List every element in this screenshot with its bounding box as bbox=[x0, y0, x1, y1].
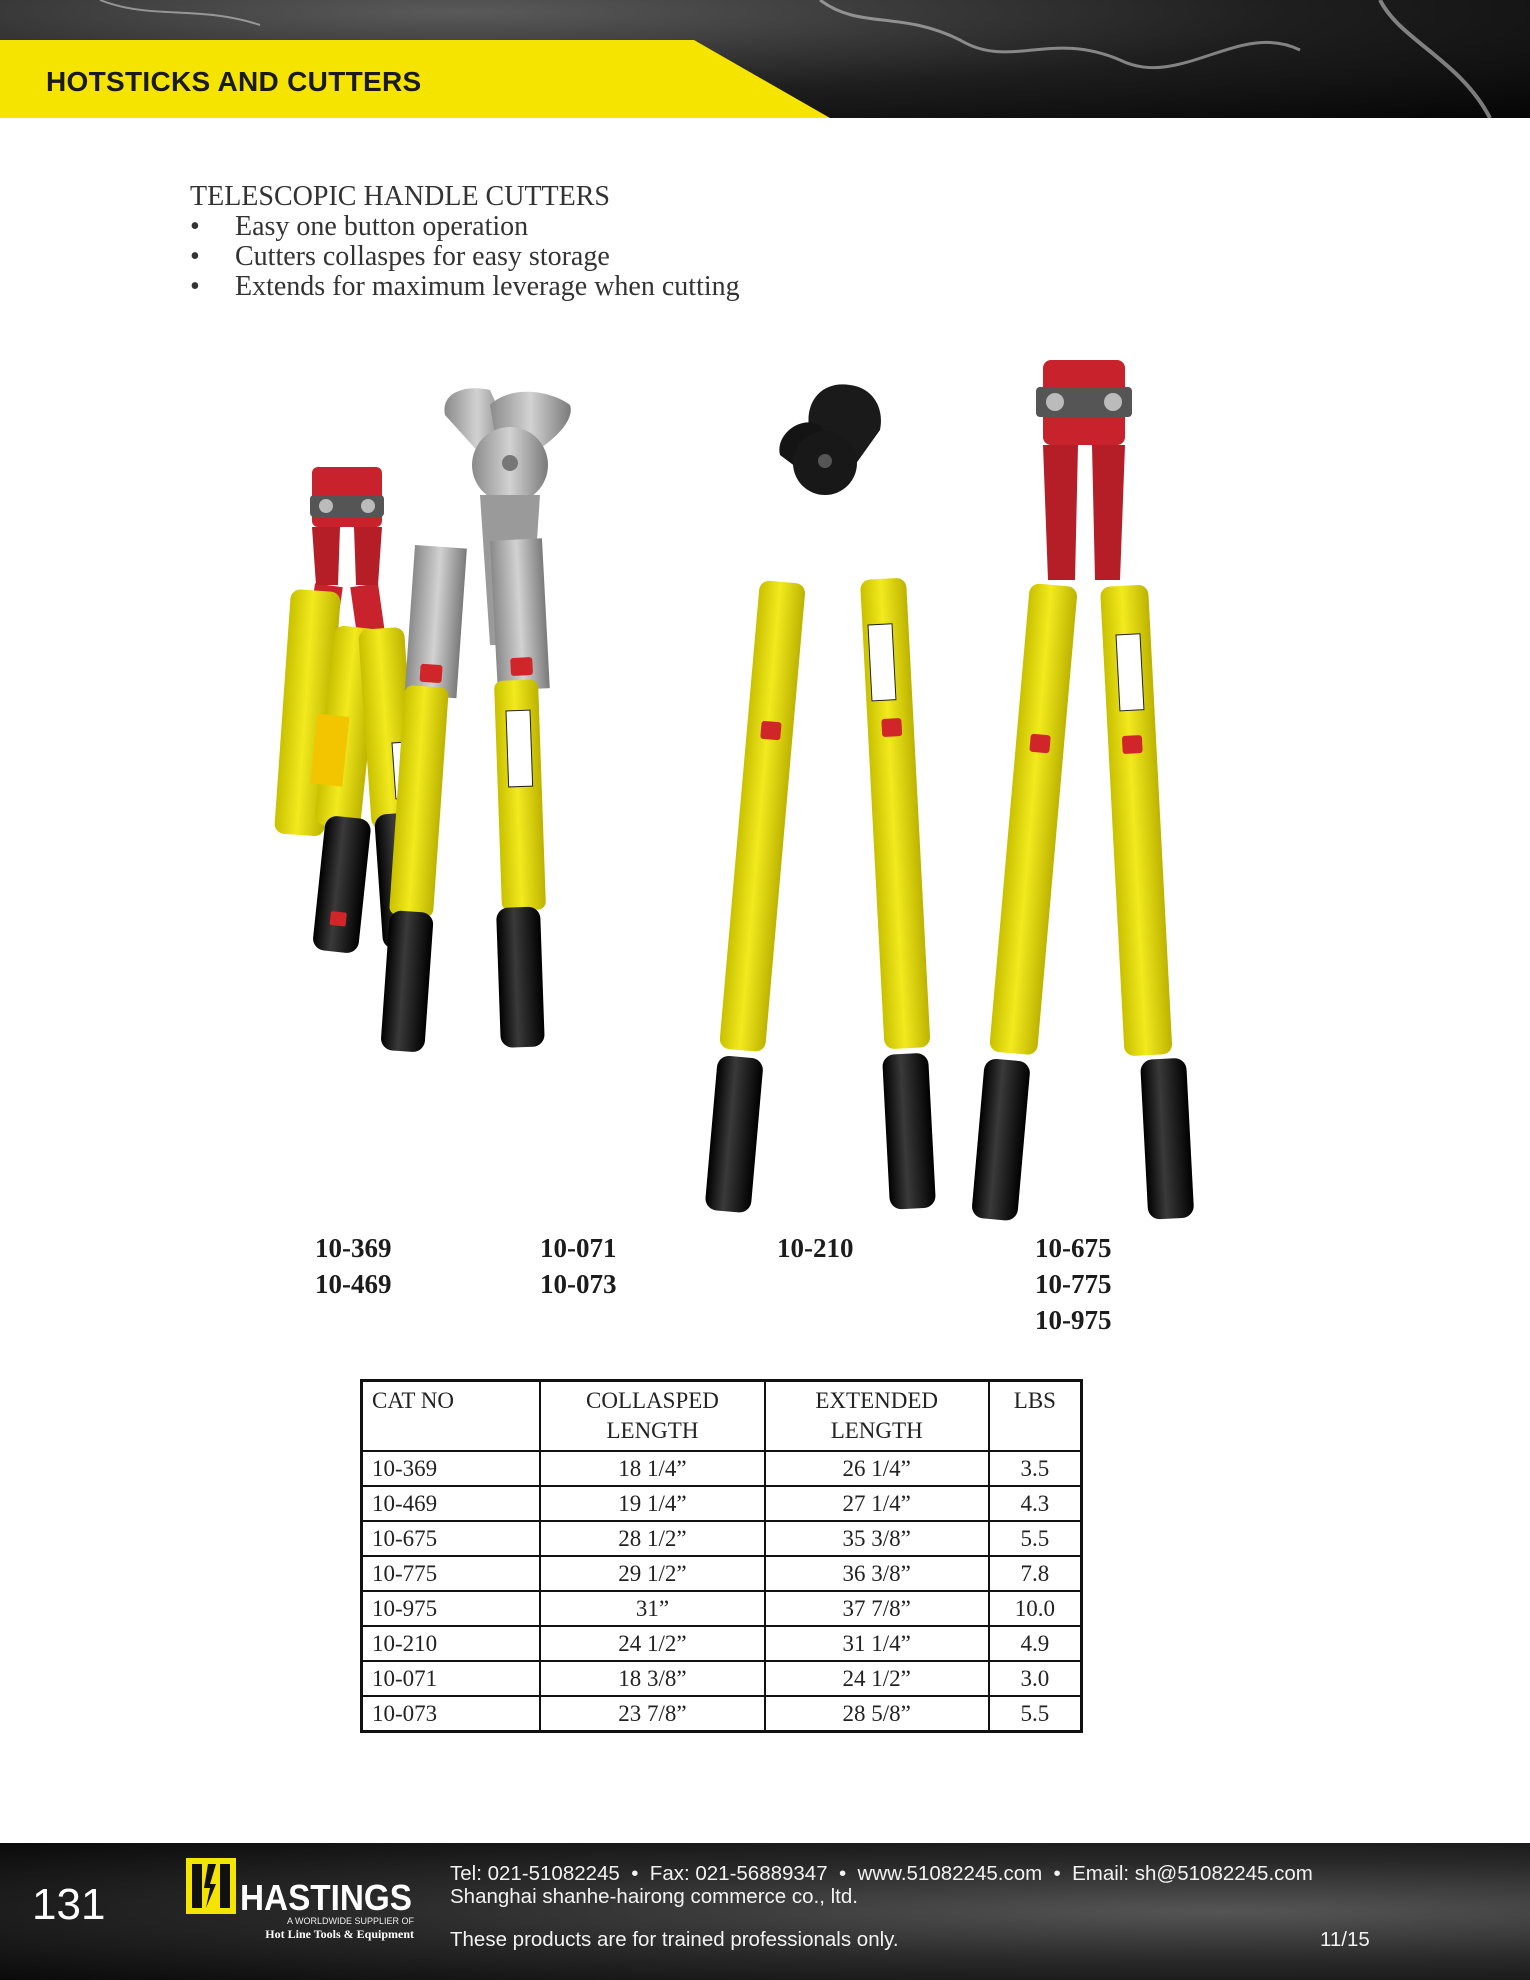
cell-collapsed-length: 23 7/8” bbox=[540, 1696, 764, 1732]
cell-weight: 10.0 bbox=[989, 1591, 1082, 1626]
date-code: 11/15 bbox=[1320, 1928, 1370, 1951]
cell-cat-no: 10-071 bbox=[362, 1661, 541, 1696]
company-name: Shanghai shanhe-hairong commerce co., ltd. bbox=[450, 1885, 858, 1908]
table-row bbox=[362, 1451, 1082, 1486]
cell-extended-length: 28 5/8” bbox=[765, 1696, 989, 1732]
bullet-item: • Easy one button operation bbox=[190, 212, 740, 242]
header-banner bbox=[0, 0, 1530, 118]
cell-collapsed-length: 18 3/8” bbox=[540, 1661, 764, 1696]
model-number: 10-210 bbox=[777, 1233, 854, 1263]
cable-cutter-silver bbox=[380, 388, 571, 1052]
cell-weight: 3.0 bbox=[989, 1661, 1082, 1696]
cell-extended-length: 27 1/4” bbox=[765, 1486, 989, 1521]
cell-collapsed-length: 24 1/2” bbox=[540, 1626, 764, 1661]
contact-line: Tel: 021-51082245 • Fax: 021-56889347 • www.51082245.com • Email: sh@51082245.com bbox=[450, 1862, 1313, 1885]
cell-cat-no: 10-369 bbox=[362, 1451, 541, 1486]
table-row bbox=[362, 1626, 1082, 1661]
logo-tagline: A WORLDWIDE SUPPLIER OF bbox=[286, 1916, 414, 1926]
model-number: 10-675 bbox=[1035, 1233, 1112, 1263]
cell-collapsed-length: 28 1/2” bbox=[540, 1521, 764, 1556]
cell-weight: 4.3 bbox=[989, 1486, 1082, 1521]
cell-weight: 3.5 bbox=[989, 1451, 1082, 1486]
model-label-group bbox=[315, 1230, 392, 1302]
cell-extended-length: 35 3/8” bbox=[765, 1521, 989, 1556]
cell-weight: 5.5 bbox=[989, 1521, 1082, 1556]
table-row bbox=[362, 1521, 1082, 1556]
cell-collapsed-length: 31” bbox=[540, 1591, 764, 1626]
model-label-group bbox=[1035, 1230, 1112, 1338]
intro-block bbox=[190, 182, 740, 302]
bullet-item: • Extends for maximum leverage when cutting bbox=[190, 272, 740, 302]
logo-subtitle: Hot Line Tools & Equipment bbox=[265, 1927, 414, 1941]
cell-weight: 4.9 bbox=[989, 1626, 1082, 1661]
page-number: 131 bbox=[32, 1880, 106, 1929]
hastings-logo bbox=[186, 1858, 418, 1946]
cell-extended-length: 37 7/8” bbox=[765, 1591, 989, 1626]
cable-cutter-black bbox=[704, 384, 936, 1213]
cell-cat-no: 10-210 bbox=[362, 1626, 541, 1661]
spec-table bbox=[360, 1379, 1083, 1733]
product-photo bbox=[240, 345, 1210, 1225]
cell-weight: 5.5 bbox=[989, 1696, 1082, 1732]
model-number: 10-975 bbox=[1035, 1305, 1112, 1335]
model-number: 10-369 bbox=[315, 1233, 392, 1263]
table-row bbox=[362, 1556, 1082, 1591]
model-number: 10-073 bbox=[540, 1269, 617, 1299]
cell-cat-no: 10-675 bbox=[362, 1521, 541, 1556]
bullet-item: • Cutters collaspes for easy storage bbox=[190, 242, 740, 272]
table-row bbox=[362, 1591, 1082, 1626]
table-row bbox=[362, 1696, 1082, 1732]
table-row bbox=[362, 1486, 1082, 1521]
cell-cat-no: 10-469 bbox=[362, 1486, 541, 1521]
model-number: 10-775 bbox=[1035, 1269, 1112, 1299]
logo-name: HASTINGS bbox=[240, 1877, 412, 1918]
column-header-lbs: LBS bbox=[989, 1381, 1082, 1452]
model-label-group bbox=[777, 1230, 854, 1266]
cell-cat-no: 10-775 bbox=[362, 1556, 541, 1591]
intro-heading: TELESCOPIC HANDLE CUTTERS bbox=[190, 181, 610, 212]
bolt-cutter-large bbox=[971, 360, 1194, 1221]
cell-collapsed-length: 19 1/4” bbox=[540, 1486, 764, 1521]
cell-collapsed-length: 29 1/2” bbox=[540, 1556, 764, 1591]
model-label-group bbox=[540, 1230, 617, 1302]
column-header-cat: CAT NO bbox=[362, 1381, 541, 1452]
cell-collapsed-length: 18 1/4” bbox=[540, 1451, 764, 1486]
cell-extended-length: 36 3/8” bbox=[765, 1556, 989, 1591]
cell-weight: 7.8 bbox=[989, 1556, 1082, 1591]
cell-extended-length: 26 1/4” bbox=[765, 1451, 989, 1486]
table-row bbox=[362, 1661, 1082, 1696]
column-header-extended: EXTENDED LENGTH bbox=[765, 1381, 989, 1452]
cell-cat-no: 10-975 bbox=[362, 1591, 541, 1626]
disclaimer: These products are for trained professionals only. bbox=[450, 1928, 899, 1951]
column-header-collapsed: COLLASPED LENGTH bbox=[540, 1381, 764, 1452]
section-title: HOTSTICKS AND CUTTERS bbox=[46, 66, 422, 97]
model-number: 10-469 bbox=[315, 1269, 392, 1299]
cell-extended-length: 24 1/2” bbox=[765, 1661, 989, 1696]
table-header-row bbox=[362, 1381, 1082, 1452]
model-number: 10-071 bbox=[540, 1233, 617, 1263]
cell-cat-no: 10-073 bbox=[362, 1696, 541, 1732]
cell-extended-length: 31 1/4” bbox=[765, 1626, 989, 1661]
